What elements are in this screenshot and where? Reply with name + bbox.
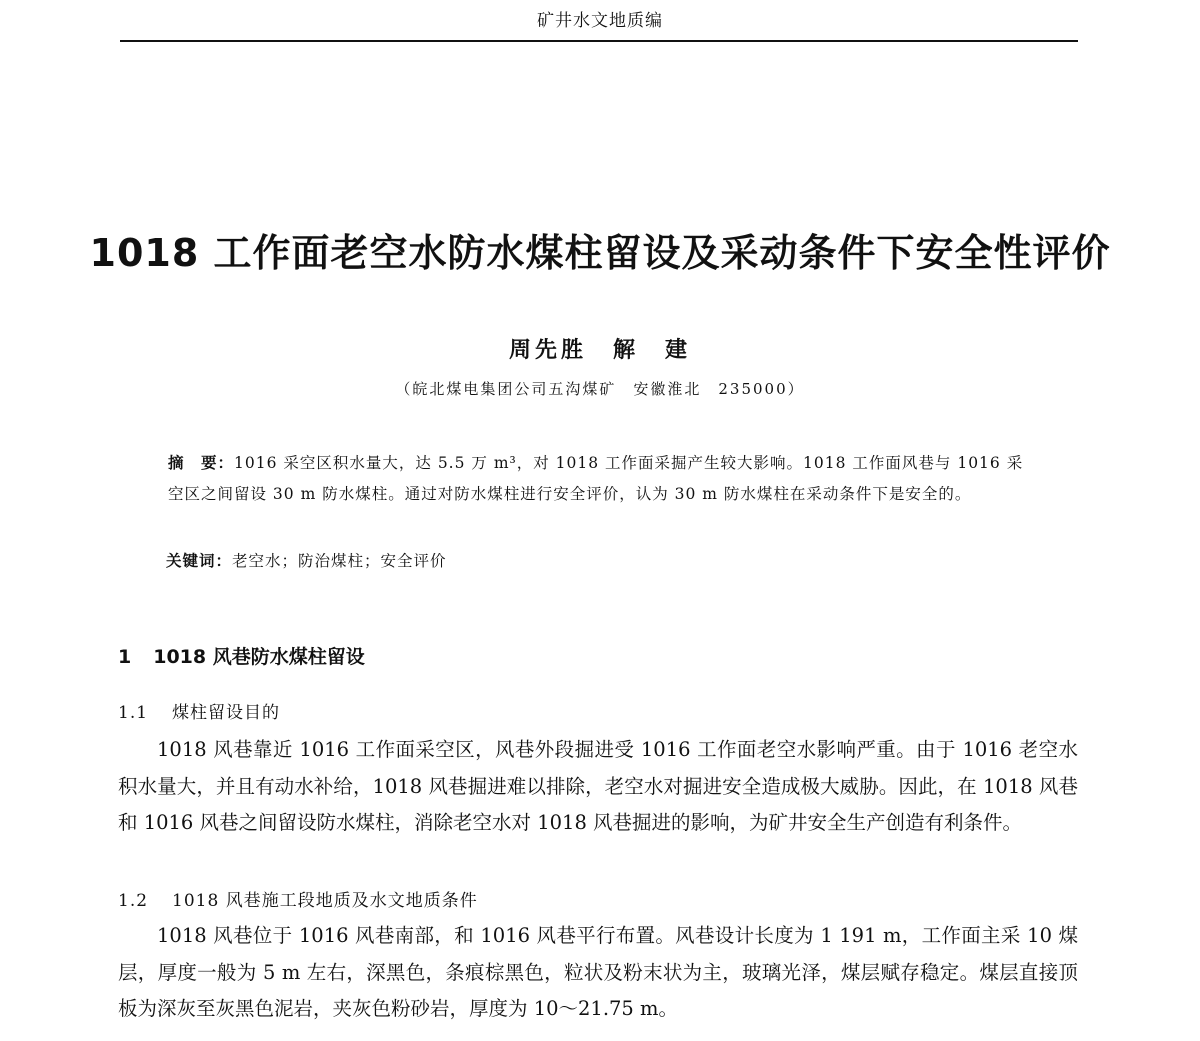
paper-title: 1018 工作面老空水防水煤柱留设及采动条件下安全性评价 (89, 231, 1111, 275)
abstract-text: 1016 采空区积水量大，达 5.5 万 m³，对 1018 工作面采掘产生较大影响。1018 工作面风巷与 1016 采空区之间留设 30 m 防水煤柱。通过对防水煤柱进行安全评价，认为 30 m 防水煤柱在采动条件下是安全的。 (168, 454, 1024, 503)
running-header: 矿井水文地质编 (537, 11, 663, 31)
keywords-label: 关键词： (166, 552, 233, 570)
subsection-number: 1.1 (118, 703, 149, 723)
header-rule (120, 40, 1078, 42)
section-number: 1 (118, 646, 132, 668)
subsection-heading (118, 698, 280, 723)
section-title: 1018 风巷防水煤柱留设 (153, 646, 365, 668)
body-paragraph: 1018 风巷位于 1016 风巷南部，和 1016 风巷平行布置。风巷设计长度为 1 191 m，工作面主采 10 煤层，厚度一般为 5 m 左右，深黑色，条痕棕黑色，粒状及粉末状为主，玻璃光泽，煤层赋存稳定。煤层直接顶板为深灰至灰黑色泥岩，夹灰色粉砂岩，厚度为 10～21.75 m。 (118, 924, 1078, 1020)
keywords (166, 549, 1036, 571)
abstract-label: 摘 要： (168, 454, 235, 472)
subsection-title: 1018 风巷施工段地质及水文地质条件 (172, 891, 478, 911)
affiliation: （皖北煤电集团公司五沟煤矿 安徽淮北 235000） (395, 380, 805, 398)
section-heading (118, 642, 365, 669)
body-paragraph: 1018 风巷靠近 1016 工作面采空区，风巷外段掘进受 1016 工作面老空水影响严重。由于 1016 老空水积水量大，并且有动水补给，1018 风巷掘进难以排除，老空水对掘进安全造成极大威胁。因此，在 1018 风巷和 1016 风巷之间留设防水煤柱，消除老空水对 1018 风巷掘进的影响，为矿井安全生产创造有利条件。 (118, 738, 1078, 834)
keywords-text: 老空水；防治煤柱；安全评价 (232, 552, 447, 570)
abstract (168, 448, 1038, 509)
subsection-title: 煤柱留设目的 (172, 703, 281, 723)
subsection-number: 1.2 (118, 891, 149, 911)
authors: 周先胜 解 建 (508, 337, 691, 363)
subsection-heading (118, 886, 478, 911)
